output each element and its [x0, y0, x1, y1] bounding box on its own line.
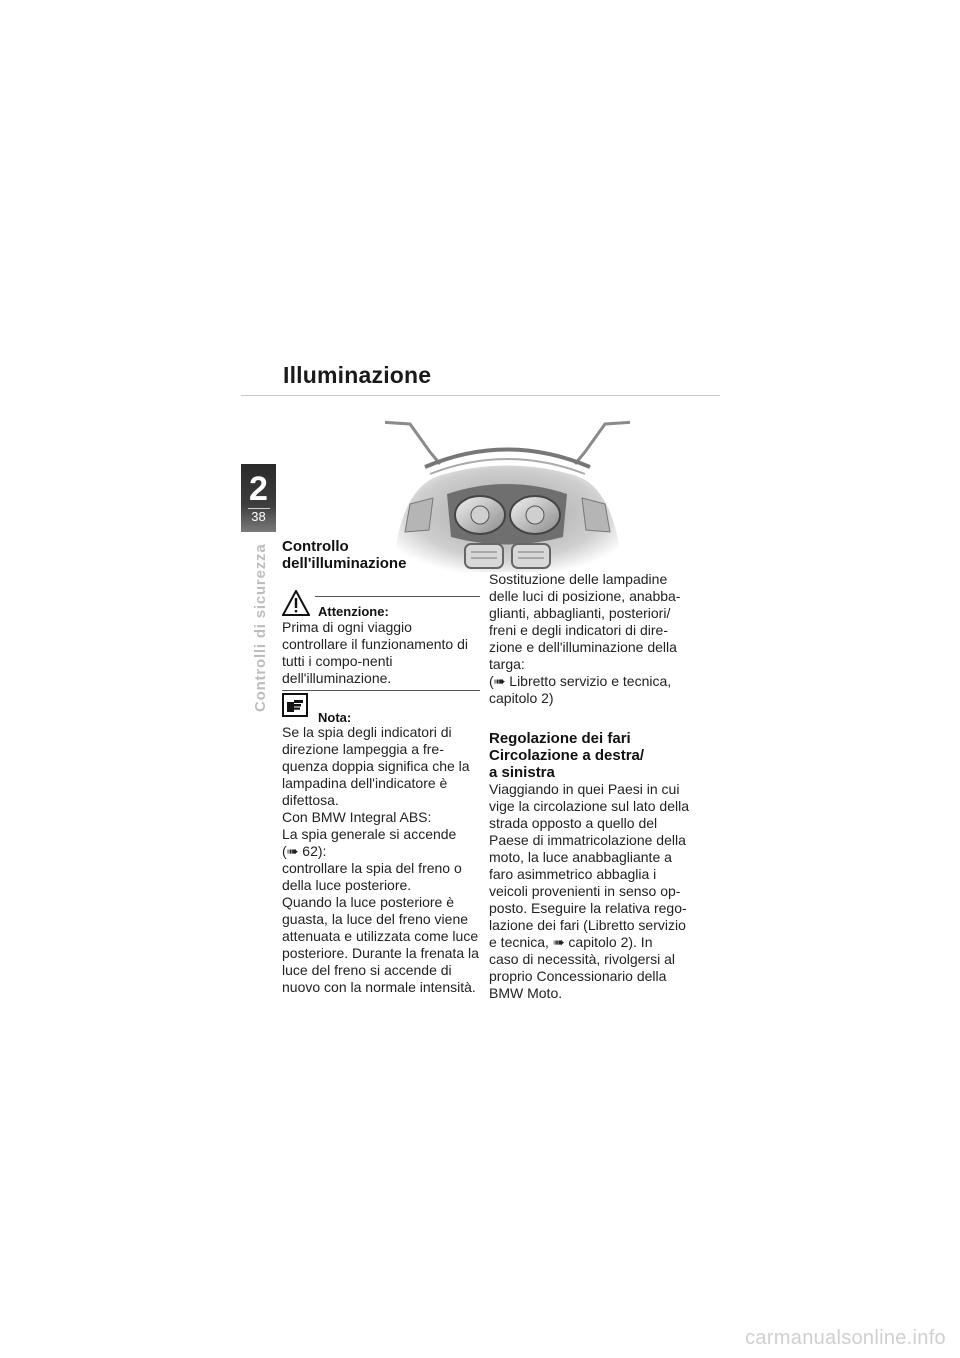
warning-triangle-icon — [282, 590, 310, 616]
warning-box — [282, 590, 480, 691]
chapter-number: 2 — [249, 470, 268, 508]
body-line: strada opposto a quello del — [489, 815, 658, 831]
body-line: proprio Concessionario della — [489, 968, 667, 984]
headlight-adjustment-heading — [489, 730, 699, 781]
page-number: 38 — [251, 509, 266, 524]
note-line: quenza doppia significa che la — [282, 758, 470, 774]
note-text — [282, 724, 482, 996]
body-line: Viaggiando in quei Paesi in cui — [489, 781, 680, 797]
body-line: caso di necessità, rivolgersi al — [489, 951, 675, 967]
note-pointing-hand-icon — [282, 693, 308, 717]
body-line: moto, la luce anabbagliante a — [489, 849, 672, 865]
note-line: della luce posteriore. — [282, 877, 412, 893]
body-line: e tecnica, ➠ capitolo 2). In — [489, 934, 653, 950]
body-line: posto. Eseguire la relativa rego- — [489, 900, 687, 916]
intro-line: glianti, abbaglianti, posteriori/ — [489, 605, 671, 621]
intro-line: zione e dell'illuminazione della — [489, 639, 677, 655]
watermark: carmanualsonline.info — [745, 1327, 946, 1349]
intro-line: targa: — [489, 656, 525, 672]
page-title: Illuminazione — [283, 362, 432, 388]
body-line: lazione dei fari (Libretto servizio — [489, 917, 686, 933]
warning-rule-top — [315, 596, 480, 597]
note-line: guasta, la luce del freno viene — [282, 911, 469, 927]
body-line: Paese di immatricolazione della — [489, 832, 686, 848]
note-line: Con BMW Integral ABS: — [282, 809, 432, 825]
note-line: difettosa. — [282, 792, 339, 808]
body-line: BMW Moto. — [489, 985, 563, 1001]
warning-label: Attenzione: — [318, 604, 389, 619]
left-heading-line1: Controllo — [282, 538, 349, 555]
note-line: Se la spia degli indicatori di — [282, 724, 452, 740]
intro-line: delle luci di posizione, anabba- — [489, 588, 681, 604]
note-line: (➠ 62): — [282, 843, 327, 859]
warning-text: Prima di ogni viaggio controllare il funzionamento di tutti i compo-nenti dell'illuminazione. — [282, 619, 468, 686]
body-line: faro asimmetrico abbaglia i — [489, 866, 657, 882]
body-line: veicoli provenienti in senso op- — [489, 883, 681, 899]
note-label: Nota: — [318, 710, 352, 725]
note-line: attenuata e utilizzata come luce — [282, 928, 479, 944]
warning-rule-bottom — [282, 690, 480, 691]
note-line: lampadina dell'indicatore è — [282, 775, 448, 791]
intro-line: freni e degli indicatori di dire- — [489, 622, 668, 638]
note-line: luce del freno si accende di — [282, 962, 452, 978]
left-heading-line2: dell'illuminazione — [282, 555, 407, 572]
chapter-name: Controlli di sicurezza — [252, 543, 269, 712]
note-line: nuovo con la normale intensità. — [282, 979, 476, 995]
left-heading — [282, 538, 482, 572]
body-line: vige la circolazione sul lato della — [489, 798, 689, 814]
note-box — [282, 693, 482, 996]
note-line: posteriore. Durante la frenata la — [282, 945, 479, 961]
chapter-tab — [241, 464, 276, 532]
note-line: controllare la spia del freno o — [282, 860, 462, 876]
note-line: Quando la luce posteriore è — [282, 894, 454, 910]
headlight-adjustment-text — [489, 781, 699, 1002]
heading-line: Circolazione a destra/ — [489, 747, 645, 764]
intro-line: (➠ Libretto servizio e tecnica, — [489, 673, 672, 689]
replacement-paragraph — [489, 571, 699, 707]
note-line: La spia generale si accende — [282, 826, 457, 842]
intro-line: capitolo 2) — [489, 690, 554, 706]
title-divider — [241, 395, 720, 396]
note-line: direzione lampeggia a fre- — [282, 741, 444, 757]
intro-line: Sostituzione delle lampadine — [489, 571, 668, 587]
heading-line: a sinistra — [489, 764, 555, 781]
heading-line: Regolazione dei fari — [489, 730, 631, 747]
